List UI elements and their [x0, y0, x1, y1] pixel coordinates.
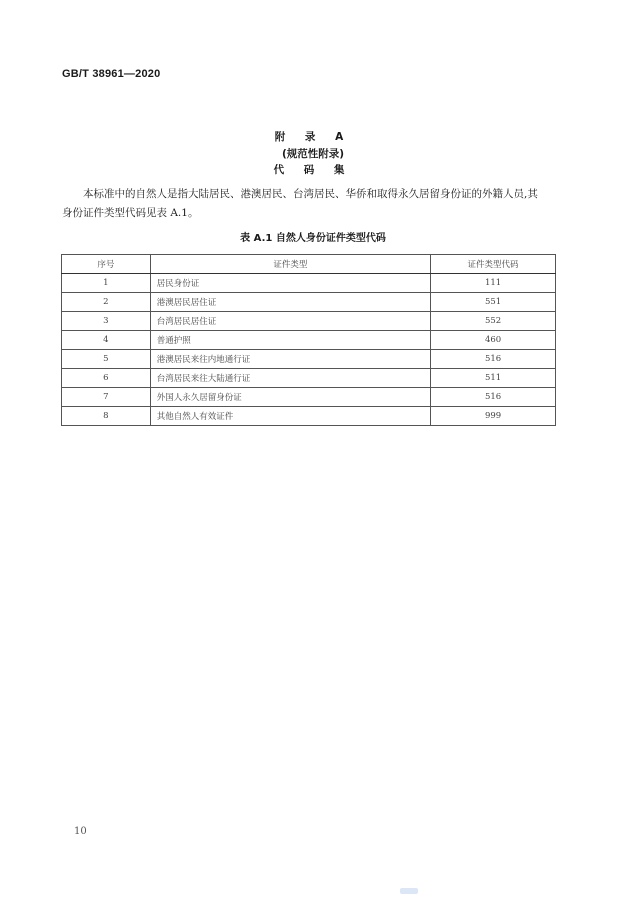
- cell-code: 460: [431, 331, 556, 350]
- annex-name: 代 码 集: [273, 164, 353, 176]
- table-row: [62, 274, 556, 293]
- cell-seq: 8: [62, 407, 151, 426]
- table-row: [62, 331, 556, 350]
- cell-seq: 4: [62, 331, 151, 350]
- standard-code: GB/T 38961—2020: [62, 68, 161, 80]
- cell-type: 台湾居民居住证: [150, 312, 430, 331]
- cell-seq: 1: [62, 274, 151, 293]
- header-type: 证件类型: [150, 255, 430, 274]
- cell-code: 111: [431, 274, 556, 293]
- table-row: [62, 388, 556, 407]
- table-header-row: [62, 255, 556, 274]
- cell-type: 港澳居民来往内地通行证: [150, 350, 430, 369]
- table-caption: 表 A.1 自然人身份证件类型代码: [240, 233, 386, 244]
- cell-code: 552: [431, 312, 556, 331]
- cell-code: 516: [431, 388, 556, 407]
- annex-title: 附 录 A: [274, 131, 352, 143]
- table-row: [62, 407, 556, 426]
- cell-code: 999: [431, 407, 556, 426]
- annex-type: (规范性附录): [281, 148, 345, 160]
- table-row: [62, 369, 556, 388]
- cell-code: 516: [431, 350, 556, 369]
- cell-type: 台湾居民来往大陆通行证: [150, 369, 430, 388]
- cell-type: 港澳居民居住证: [150, 293, 430, 312]
- page-number: 10: [74, 826, 87, 837]
- table-row: [62, 293, 556, 312]
- cell-seq: 5: [62, 350, 151, 369]
- cell-type: 居民身份证: [150, 274, 430, 293]
- cell-type: 其他自然人有效证件: [150, 407, 430, 426]
- cell-code: 511: [431, 369, 556, 388]
- cell-seq: 2: [62, 293, 151, 312]
- id-type-code-table: [61, 254, 556, 426]
- table-row: [62, 312, 556, 331]
- cell-seq: 6: [62, 369, 151, 388]
- header-code: 证件类型代码: [431, 255, 556, 274]
- header-seq: 序号: [62, 255, 151, 274]
- table-row: [62, 350, 556, 369]
- intro-paragraph: [62, 185, 558, 223]
- cell-code: 551: [431, 293, 556, 312]
- scan-mark: [400, 888, 418, 894]
- intro-line-2: 身份证件类型代码见表 A.1。: [62, 207, 199, 219]
- cell-seq: 7: [62, 388, 151, 407]
- intro-line-1: 本标准中的自然人是指大陆居民、港澳居民、台湾居民、华侨和取得永久居留身份证的外籍人员,其: [83, 188, 538, 200]
- cell-seq: 3: [62, 312, 151, 331]
- cell-type: 普通护照: [150, 331, 430, 350]
- cell-type: 外国人永久居留身份证: [150, 388, 430, 407]
